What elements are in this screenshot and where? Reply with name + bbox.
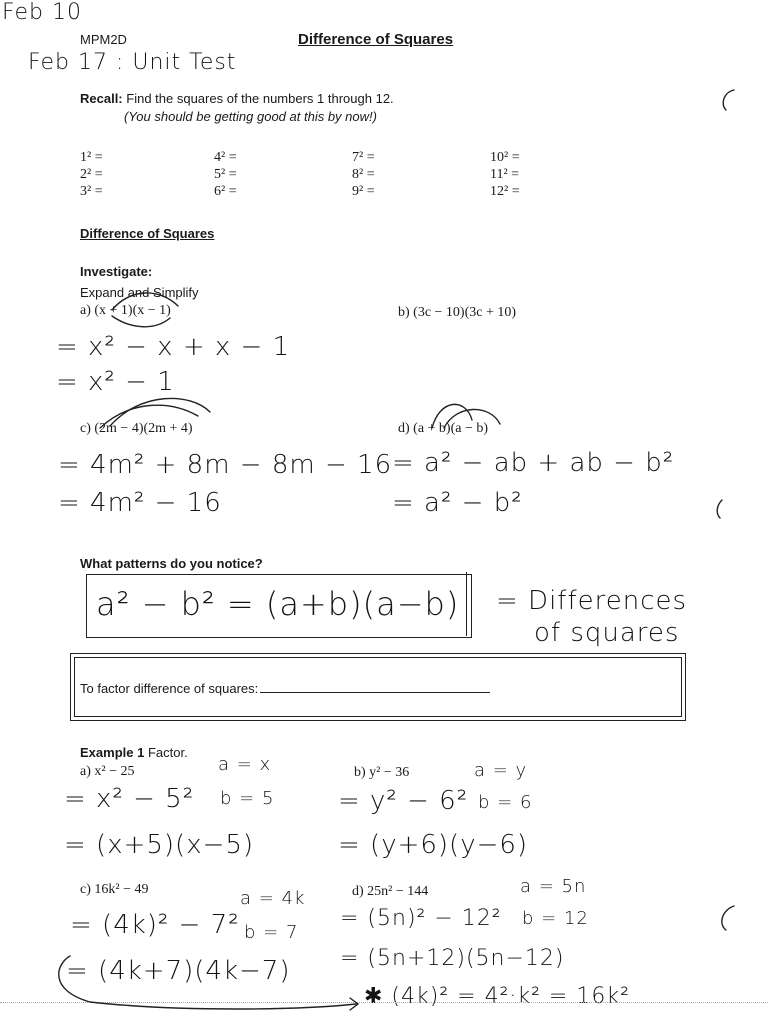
patterns-question: What patterns do you notice?: [80, 556, 263, 571]
section-heading: Difference of Squares: [80, 226, 215, 241]
test-date-note: Feb 17 : Unit Test: [28, 50, 237, 75]
example-d-work-1: = (5n)² − 12²: [340, 906, 502, 931]
problem-c-label: c) (2m − 4)(2m + 4): [80, 421, 193, 436]
problem-d-work-1: = a² − ab + ab − b²: [392, 448, 675, 478]
example-b-a-value: a = y: [474, 760, 528, 781]
example-d-b-value: b = 12: [522, 908, 589, 929]
example-c-b-value: b = 7: [244, 922, 299, 943]
square-item: 12² =: [490, 184, 520, 199]
example-d-label: d) 25n² − 144: [352, 884, 429, 899]
page-title: Difference of Squares: [298, 31, 454, 48]
arrow-c-2: [110, 398, 210, 426]
recall-text: Find the squares of the numbers 1 through 12.: [126, 91, 394, 106]
problem-c-work-1: = 4m² + 8m − 8m − 16: [58, 450, 393, 480]
date-note: Feb 10: [2, 0, 82, 25]
arrow-a-1: [112, 293, 178, 310]
problem-b-label: b) (3c − 10)(3c + 10): [398, 305, 517, 320]
problem-d-work-2: = a² − b²: [392, 488, 523, 518]
square-item: 5² =: [214, 167, 237, 182]
formula-text: a² − b² = (a+b)(a−b): [96, 585, 460, 623]
example-a-work-1: = x² − 5²: [64, 784, 195, 814]
square-item: 9² =: [352, 184, 375, 199]
pattern-label-1: = Differences: [496, 586, 688, 616]
course-code: MPM2D: [80, 32, 127, 47]
example-a-work-2: = (x+5)(x−5): [64, 830, 255, 860]
example-b-work-2: = (y+6)(y−6): [338, 830, 529, 860]
margin-mark-1: [723, 90, 734, 110]
example-b-b-value: b = 6: [478, 792, 533, 813]
arrow-c-1: [100, 405, 198, 428]
example-d-a-value: a = 5n: [520, 876, 587, 897]
square-item: 4² =: [214, 150, 237, 165]
arrow-d-1: [432, 404, 472, 428]
investigate-label: Investigate:: [80, 264, 153, 279]
example-a-a-value: a = x: [218, 754, 272, 775]
example-a-b-value: b = 5: [220, 788, 275, 809]
square-item: 3² =: [80, 184, 103, 199]
square-item: 1² =: [80, 150, 103, 165]
margin-mark-2: [717, 500, 722, 518]
example-c-work-2: = (4k+7)(4k−7): [66, 956, 291, 986]
example-a-label: a) x² − 25: [80, 764, 135, 779]
square-item: 2² =: [80, 167, 103, 182]
pattern-label-2: of squares: [534, 618, 680, 648]
example-b-work-1: = y² − 6²: [338, 786, 469, 816]
instruction-text: Expand and Simplify: [80, 285, 199, 300]
margin-mark-3: [722, 906, 734, 930]
example-b-label: b) y² − 36: [354, 765, 410, 780]
problem-a-work-2: = x² − 1: [56, 367, 175, 397]
problem-d-label: d) (a + b)(a − b): [398, 421, 489, 436]
example-c-work-1: = (4k)² − 7²: [70, 910, 240, 940]
example-c-label: c) 16k² − 49: [80, 882, 149, 897]
arrow-a-2: [112, 316, 170, 327]
square-item: 7² =: [352, 150, 375, 165]
square-item: 8² =: [352, 167, 375, 182]
recall-note: (You should be getting good at this by now!): [124, 109, 377, 124]
recall-label: Recall:: [80, 91, 123, 106]
problem-c-work-2: = 4m² − 16: [58, 488, 222, 518]
example-heading-rest: Factor.: [144, 745, 188, 760]
example-heading-label: Example 1: [80, 745, 145, 760]
example-c-side-note: ✱ (4k)² = 4²·k² = 16k²: [364, 984, 630, 1009]
circle-c-answer: [59, 956, 356, 1009]
factor-prompt-text: To factor difference of squares:: [80, 681, 259, 696]
square-item: 11² =: [490, 167, 520, 182]
square-item: 6² =: [214, 184, 237, 199]
example-d-work-2: = (5n+12)(5n−12): [340, 946, 565, 971]
problem-a-work-1: = x² − x + x − 1: [56, 332, 291, 362]
square-item: 10² =: [490, 150, 520, 165]
example-c-a-value: a = 4k: [240, 888, 306, 909]
problem-a-label: a) (x + 1)(x − 1): [80, 303, 171, 318]
